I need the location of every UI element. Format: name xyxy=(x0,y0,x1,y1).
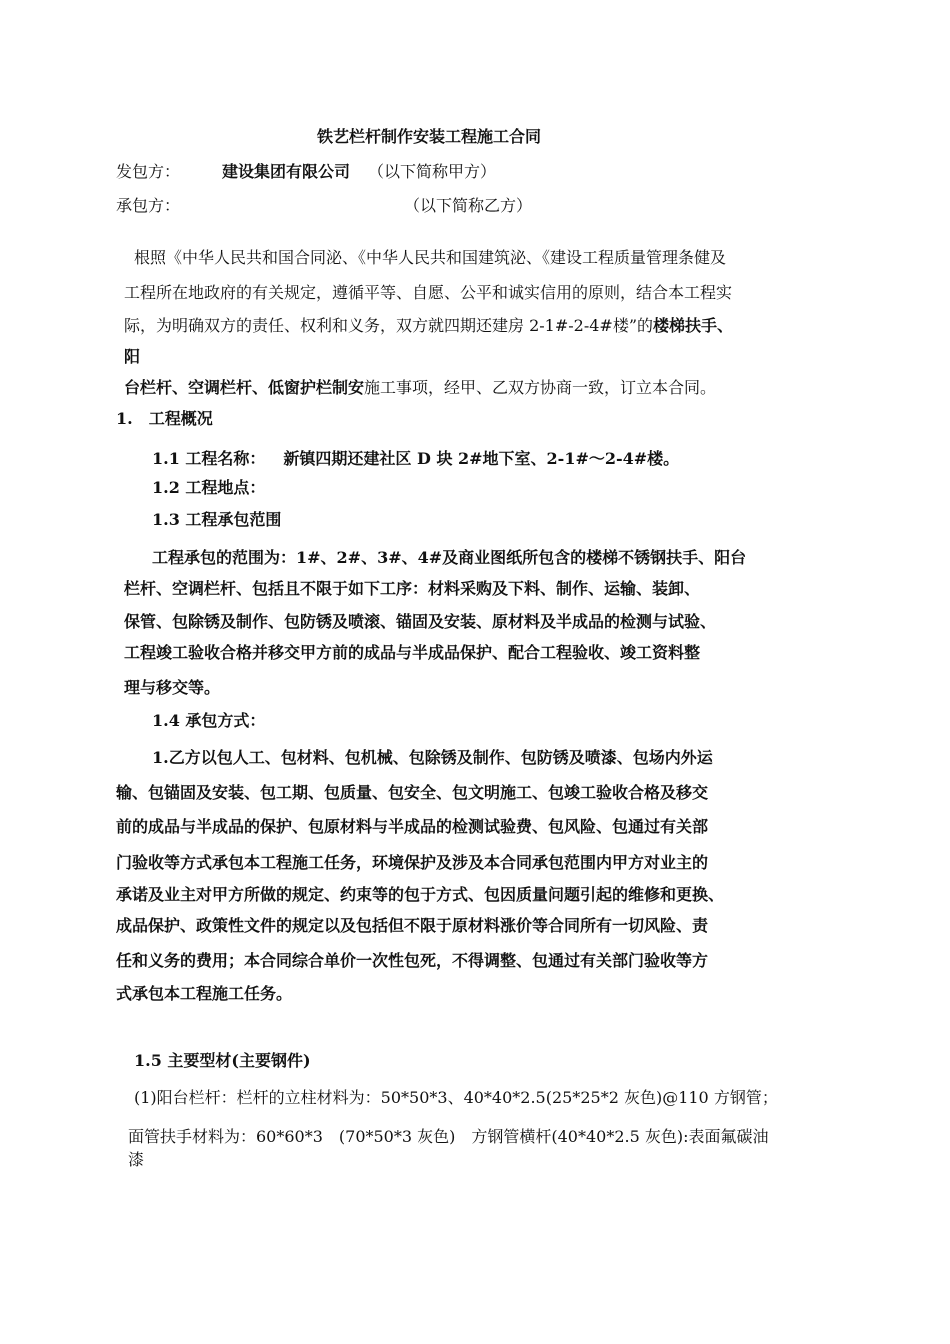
contractor-note: （以下简称乙方） xyxy=(404,196,533,215)
intro-line-3-bold: 楼梯扶手、 xyxy=(653,316,734,335)
employer-note: （以下简称甲方） xyxy=(368,162,497,181)
method-line-4: 门验收等方式承包本工程施工任务，环境保护及涉及本合同承包范围内甲方对业主的 xyxy=(116,853,709,872)
section-1-5: 1.5 主要型材(主要钢件) xyxy=(134,1051,311,1070)
method-line-8: 式承包本工程施工任务。 xyxy=(116,984,293,1003)
employer-label: 发包方： xyxy=(116,162,181,181)
materials-line-1: (1)阳台栏杆：栏杆的立柱材料为：50*50*3、40*40*2.5(25*25*2 灰色)@110 方钢管； xyxy=(134,1088,778,1107)
method-line-7: 任和义务的费用；本合同综合单价一次性包死，不得调整、包通过有关部门验收等方 xyxy=(116,951,709,970)
document-title: 铁艺栏杆制作安装工程施工合同 xyxy=(317,127,542,146)
method-line-6: 成品保护、政策性文件的规定以及包括但不限于原材料涨价等合同所有一切风险、责 xyxy=(116,916,709,935)
section-1-title: 工程概况 xyxy=(148,409,213,428)
scope-line-5: 理与移交等。 xyxy=(124,678,221,697)
employer-name: 建设集团有限公司 xyxy=(222,162,351,181)
intro-line-4: 阳 xyxy=(124,347,141,366)
section-1-4: 1.4 承包方式： xyxy=(152,711,266,730)
method-line-1: 1.乙方以包人工、包材料、包机械、包除锈及制作、包防锈及喷漆、包场内外运 xyxy=(152,748,713,767)
intro-line-2: 工程所在地政府的有关规定，遵循平等、自愿、公平和诚实信用的原则，结合本工程实 xyxy=(124,283,733,302)
section-1-number: 1. xyxy=(116,409,133,428)
intro-line-5 xyxy=(124,376,716,400)
section-1-heading xyxy=(116,407,213,431)
section-1-1-value: 新镇四期还建社区 D 块 2#地下室、2-1#～2-4#楼。 xyxy=(283,449,680,468)
method-line-5: 承诺及业主对甲方所做的规定、约束等的包于方式、包因质量问题引起的维修和更换、 xyxy=(116,885,725,904)
method-line-3: 前的成品与半成品的保护、包原材料与半成品的检测试验费、包风险、包通过有关部 xyxy=(116,817,709,836)
materials-line-2: 面管扶手材料为：60*60*3 (70*50*3 灰色) 方钢管横杆(40*40*2.5 灰色):表面氟碳油 xyxy=(128,1127,769,1146)
scope-line-4: 工程竣工验收合格并移交甲方前的成品与半成品保护、配合工程验收、竣工资料整 xyxy=(124,643,701,662)
intro-line-1: 根照《中华人民共和国合同泌、《中华人民共和国建筑泌、《建设工程质量管理条健及 xyxy=(134,248,727,267)
section-1-1 xyxy=(152,447,679,471)
intro-line-3-text: 际，为明确双方的责任、权利和义务，双方就四期还建房 2-1#-2-4#楼”的 xyxy=(124,316,654,335)
method-line-2: 输、包锚固及安装、包工期、包质量、包安全、包文明施工、包竣工验收合格及移交 xyxy=(116,783,709,802)
scope-line-1: 工程承包的范围为：1#、2#、3#、4#及商业图纸所包含的楼梯不锈钢扶手、阳台 xyxy=(152,548,747,567)
contractor-label: 承包方： xyxy=(116,196,181,215)
section-1-2: 1.2 工程地点： xyxy=(152,478,266,497)
section-1-1-label: 1.1 工程名称： xyxy=(152,449,266,468)
intro-line-5-text: 施工事项，经甲、乙双方协商一致，订立本合同。 xyxy=(364,378,717,397)
materials-line-3: 漆 xyxy=(128,1150,145,1169)
scope-line-3: 保管、包除锈及制作、包防锈及喷滚、锚固及安装、原材料及半成品的检测与试验、 xyxy=(124,612,717,631)
intro-line-5-bold: 台栏杆、空调栏杆、低窗护栏制安 xyxy=(124,378,365,397)
section-1-3: 1.3 工程承包范围 xyxy=(152,510,282,529)
scope-line-2: 栏杆、空调栏杆、包括且不限于如下工序：材料采购及下料、制作、运输、装卸、 xyxy=(124,579,701,598)
intro-line-3 xyxy=(124,314,733,338)
